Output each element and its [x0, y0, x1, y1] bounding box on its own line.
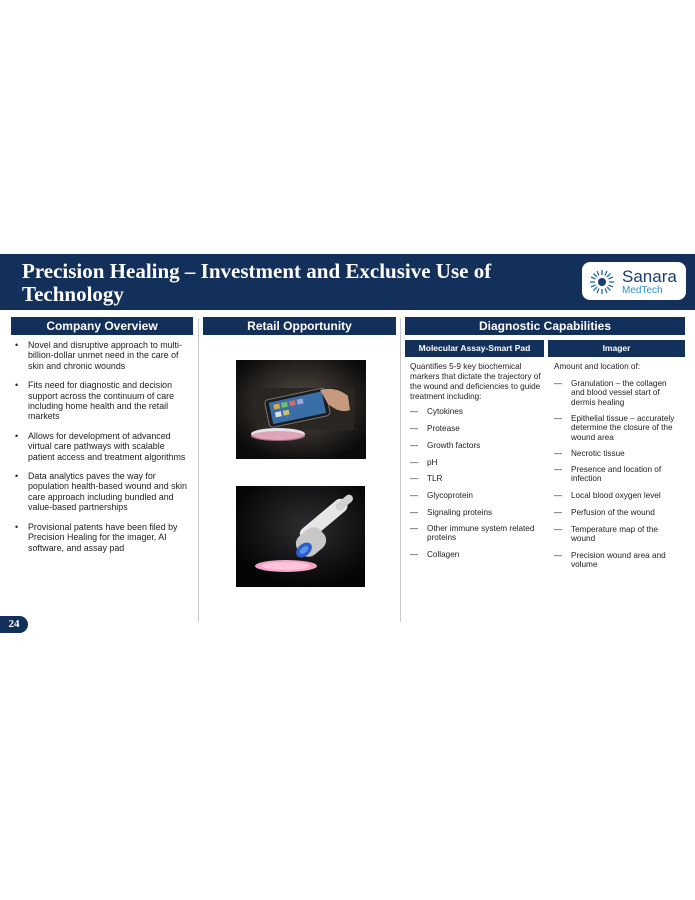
slide	[0, 254, 695, 644]
slide-title: Precision Healing – Investment and Exclusive Use of Technology	[22, 259, 492, 306]
company-overview-list	[11, 340, 193, 562]
list-item: — Precision wound area and volume	[554, 551, 682, 570]
list-item: — Epithelial tissue – accurately determine the closure of the wound area	[554, 414, 682, 442]
sunburst-logo-icon	[587, 268, 617, 296]
list-item: — Perfusion of the wound	[554, 508, 682, 517]
logo-name: Sanara	[622, 267, 677, 286]
list-item: — Temperature map of the wound	[554, 525, 682, 544]
company-overview-heading: Company Overview	[11, 317, 193, 335]
imager-intro: Amount and location of:	[554, 362, 641, 371]
list-item: — Signaling proteins	[410, 508, 542, 517]
list-item: • Novel and disruptive approach to multi-billion-dollar unmet need in the care of skin and chronic wounds	[11, 340, 193, 371]
list-item: — Granulation – the collagen and blood vessel start of dermis healing	[554, 379, 682, 407]
list-item: — TLR	[410, 474, 542, 483]
list-item: — Glycoprotein	[410, 491, 542, 500]
list-item: — Other immune system related proteins	[410, 524, 542, 543]
list-item: — Local blood oxygen level	[554, 491, 682, 500]
page-number: 24	[0, 616, 28, 633]
list-item: • Fits need for diagnostic and decision support across the continuum of care including home health and the retail markets	[11, 380, 193, 422]
molecular-assay-heading: Molecular Assay-Smart Pad	[405, 340, 544, 357]
column-divider	[400, 318, 401, 622]
sanara-medtech-logo	[582, 262, 686, 300]
list-item: — Collagen	[410, 550, 542, 559]
slide-header	[0, 254, 695, 310]
smartphone-assay-photo	[236, 360, 366, 459]
list-item: — Cytokines	[410, 407, 542, 416]
list-item: • Data analytics paves the way for population health-based wound and skin care approach including bundled and value-based partnerships	[11, 471, 193, 513]
retail-opportunity-heading: Retail Opportunity	[203, 317, 396, 335]
column-divider	[198, 318, 199, 622]
list-item: • Allows for development of advanced virtual care pathways with scalable patient access and treatment algorithms	[11, 431, 193, 462]
list-item: — Protease	[410, 424, 542, 433]
logo-subtitle: MedTech	[622, 285, 663, 296]
imager-heading: Imager	[548, 340, 685, 357]
list-item: — pH	[410, 458, 542, 467]
diagnostic-capabilities-heading: Diagnostic Capabilities	[405, 317, 685, 335]
list-item: — Necrotic tissue	[554, 449, 682, 458]
list-item: — Presence and location of infection	[554, 465, 682, 484]
assay-intro: Quantifies 5-9 key biochemical markers that dictate the trajectory of the wound and deficiencies to guide treatment including:	[410, 362, 541, 401]
list-item: — Growth factors	[410, 441, 542, 450]
list-item: • Provisional patents have been filed by Precision Healing for the imager, AI software, and assay pad	[11, 522, 193, 553]
handheld-imager-photo	[236, 486, 365, 587]
